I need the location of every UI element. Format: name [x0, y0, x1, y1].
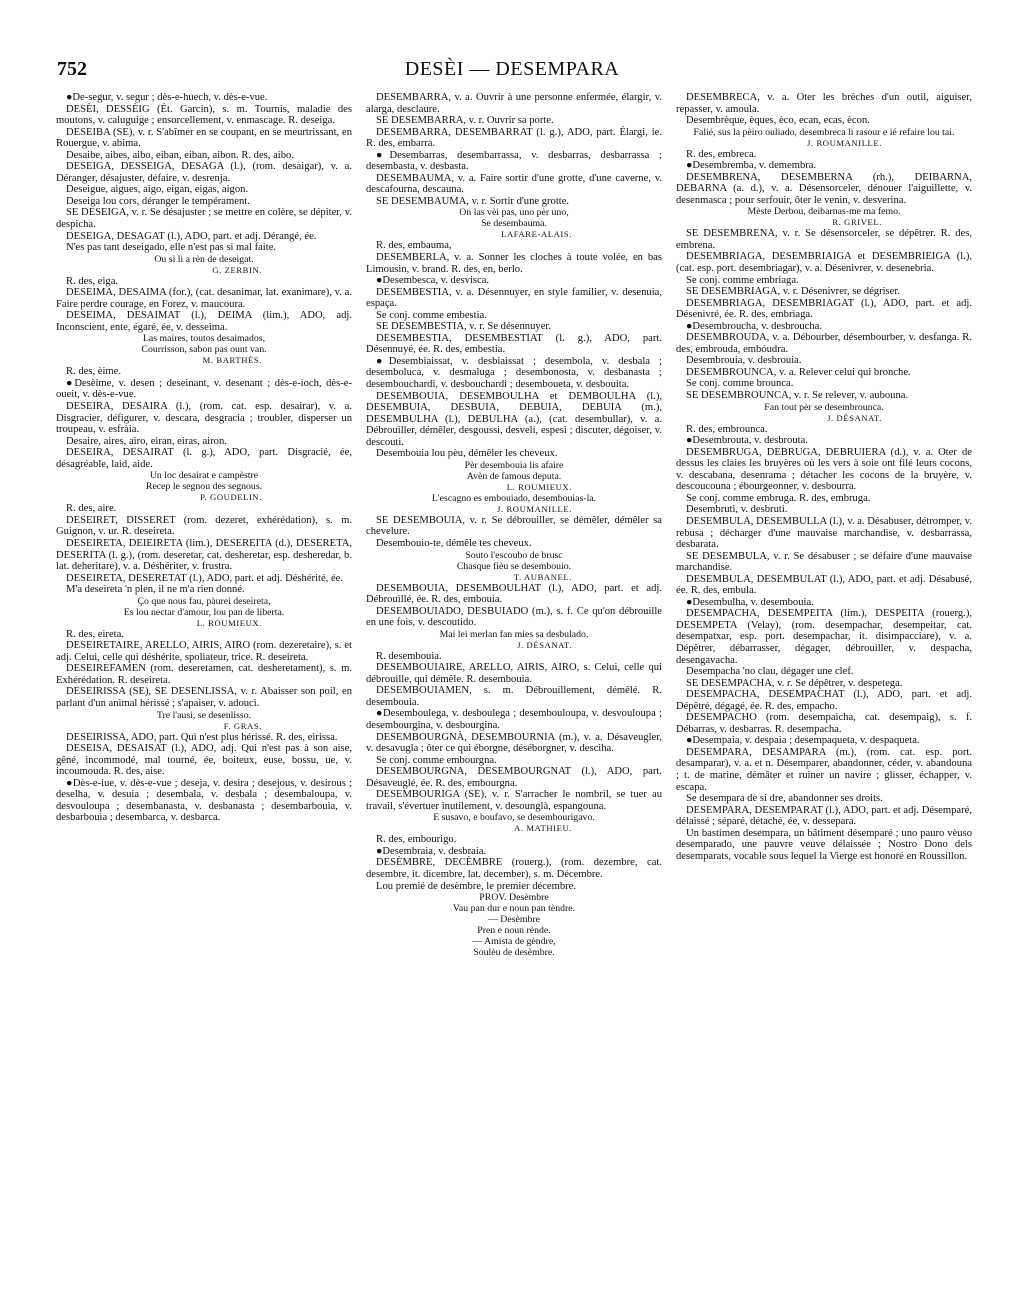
dictionary-entry: Se desempara de si dre, abandonner ses droits.	[686, 793, 883, 805]
dictionary-entry: ●Desembesca, v. desvisca.	[376, 275, 490, 287]
citation-author: J. DÉSANAT.	[827, 412, 882, 423]
dictionary-entry: DESEMBESTIA, DESEMBESTIAT (l. g.), ADO, part. Désennuyé, ée. R. des, embestia.	[366, 332, 662, 356]
dictionary-entry: DESEMBERLA, v. a. Sonner les cloches à toute volée, en bas Limousin, v. brand. R. des, en, berlo.	[366, 252, 662, 275]
dictionary-entry: ●Desembrouta, v. desbrouta.	[686, 435, 808, 447]
dictionary-entry: N'es pas tant deseigado, elle n'est pas si mal faite.	[66, 242, 277, 254]
dictionary-entry: SE DESEMBROUNCA, v. r. Se relever, v. aubouna.	[686, 390, 909, 402]
dictionary-entry: Deseigue, aigues, aigo, eigan, eigas, aigon.	[66, 184, 249, 196]
dictionary-entry: DESEMBRIAGA, DESEMBRIAIGA et DESEMBRIEIGA (l.), (cat. esp. port. desembriagar), v. a. Désenivrer, v. desenebria.	[676, 251, 972, 275]
dictionary-entry: DESEMPACHO (rom. desempaicha, cat. desempaig), s. f. Débarras, v. desbarras. R. desempacha.	[676, 712, 972, 735]
dictionary-entry: DESEIRET, DISSERET (rom. dezeret, exhérédation), s. m. Guignon, v. ur. R. deseireta.	[56, 514, 352, 538]
dictionary-entry: DESEIRETAIRE, ARELLO, AIRIS, AIRO (rom. dezeretaire), s. et adj. Celui, celle qui déshérite, spoliateur, trice. R. deseireta.	[56, 640, 352, 663]
dictionary-entry: DESEMBARRA, DESEMBARRAT (l. g.), ADO, part. Élargi, ie. R. des, embarra.	[366, 126, 662, 150]
dictionary-entry: ●Desempaia, v. despaia ; desempaqueta, v. despaqueta.	[686, 735, 920, 747]
dictionary-entry: DESEMBOUIADO, DESBUIADO (m.), s. f. Ce qu'on débrouille en une fois, v. descoutido.	[366, 605, 662, 629]
dictionary-entry: ●Desembulha, v. desembouia.	[686, 596, 814, 608]
dictionary-entry: Desembrèque, èques, èco, ecan, ecas, ècon.	[686, 115, 870, 127]
dictionary-entry: DESEIGA, DESSEIGA, DESAGA (l.), (rom. desaigar), v. a. Déranger, désajuster, défaire, v. desrenja.	[56, 161, 352, 184]
verse-line: PROV. Desèmbre	[479, 892, 549, 904]
dictionary-entry: SE DESEMPACHA, v. r. Se dépêtrer, v. despetega.	[686, 677, 903, 689]
dictionary-entry: DESEMBOUIA, DESEMBOULHA et DEMBOULHA (l.), DESEMBUIA, DESBUIA, DEBUIA, DEBUIA (m.), DESEMBULHA (l.), DEBULHA (a.), (cat. desembullar), v. a. Débrouiller, démêler, desgoussi, desveli, espesi ; discuter, dégoiser, v. descouti.	[366, 390, 662, 448]
citation-author: M. BARTHÉS.	[202, 355, 262, 366]
dictionary-entry: R. desembouia.	[376, 650, 442, 662]
dictionary-entry: M'a deseireta 'n plen, il ne m'a rien donné.	[66, 584, 245, 596]
dictionary-entry: Desembouia lou pèu, démêler les cheveux.	[376, 448, 558, 460]
verse-line: L'escagno es embouiado, desembouias-la.	[431, 492, 597, 504]
dictionary-entry: SE DESEMBULA, v. r. Se désabuser ; se défaire d'une mauvaise marchandise.	[676, 550, 972, 574]
verse-line: Es lou nectar d'amour, lou pan de liberta.	[123, 606, 285, 618]
dictionary-entry: ●Dès-e-iue, v. dès-e-vue ; deseja, v. desira ; desejous, v. desirous ; deselha, v. desuia ; desembala, v. desbala ; desembaloupa, v. desvouloupa ; desembanasta, v. desbanasta ; desembarbouia, v. desbarbouia ; desembarca, v. desbarca.	[56, 777, 352, 824]
dictionary-entry: ●De-segur, v. segur ; dès-e-huech, v. dès-e-vue.	[66, 92, 268, 103]
verse-line: Mai lei merlan fan mies sa desbulado.	[439, 628, 589, 640]
dictionary-entry: SE DESEMBRIAGA, v. r. Désenivrer, se dégriser.	[686, 286, 900, 298]
dictionary-entry: DESEIREFAMEN (rom. deseretamen, cat. desheretament), s. m. Exhérédation. R. deseireta.	[56, 663, 352, 686]
dictionary-entry: DESEMBESTIA, v. a. Désennuyer, en style familier, v. desenuia, espaça.	[366, 286, 662, 310]
dictionary-entry: DESEMBROUNCA, v. a. Relever celui qui bronche.	[686, 366, 911, 378]
verse-line: Un loc desairat e campèstre	[149, 470, 259, 482]
dictionary-entry: ●Desembremba, v. demembra.	[686, 160, 817, 172]
dictionary-entry: ●Desembroucha, v. desbroucha.	[686, 320, 823, 332]
dictionary-entry: SE DESEIGA, v. r. Se désajuster ; se mettre en colère, se dépiter, v. despicha.	[56, 207, 352, 231]
dictionary-entry: Se conj. comme embestia.	[376, 309, 487, 321]
verse-line: Tre l'ausi, se desenlisso.	[156, 709, 252, 721]
dictionary-entry: DESEMPARA, DESEMPARAT (l.), ADO, part. et adj. Désemparé, délaissé ; séparé, détaché, ée, v. dessepara.	[676, 804, 972, 828]
verse-line: Ço que nous fau, pàurei deseireta,	[137, 595, 271, 607]
dictionary-entry: Se conj. comme embruga. R. des, embruga.	[686, 492, 871, 504]
dictionary-entry: DESEIRISSA (SE), SE DESENLISSA, v. r. Abaisser son poil, en parlant d'un animal hérissé ; s'apaiser, v. adouci.	[56, 686, 352, 709]
citation-author: L. ROUMIEUX.	[506, 481, 572, 492]
dictionary-entry: Desempacha 'no clau, dégager une clef.	[686, 666, 854, 678]
dictionary-entry: Se conj. comme brounca.	[686, 378, 794, 390]
dictionary-entry: DESEMPACHA, DESEMPEITA (lim.), DESPEITA (rouerg.), DESEMPETA (Velay), (rom. desempachar, desempeitar, cat. desempatxar, esp. port. desempachar, it. disimpacciare), v. a. Dépêtrer, débarrasser, dégager, débrouiller, v. despacha, desengavacha.	[676, 608, 972, 666]
dictionary-entry: R. des, embourigo.	[376, 834, 457, 846]
column-1	[56, 92, 352, 1292]
dictionary-entry: R. des, eireta.	[66, 628, 124, 640]
dictionary-entry: DESEIGA, DESAGAT (l.), ADO, part. et adj. Dérangé, ée.	[66, 230, 317, 242]
dictionary-entry: ●Desembiaissat, v. desbiaissat ; desembola, v. desbala ; desemboluca, v. desmaluga ; desembonosta, v. desbanasta ; desembouchardi, v. desbouchardi ; desemboueta, v. desbouita.	[366, 355, 662, 391]
citation-author: LAFARE-ALAIS.	[501, 229, 572, 240]
verse-line: Avèn de famous deputa.	[466, 470, 562, 482]
dictionary-entry: DESEMBRUGA, DEBRUGA, DEBRUIERA (d.), v. a. Oter de dessus les claies les bruyères où les vers à soie ont filé leurs cocons, v. descabana, desenrama ; détacher les cocons de la bruyère, v. descoucouna ; ébourgeonner, v. desbourra.	[676, 446, 972, 493]
dictionary-entry: DESEMBULA, DESEMBULAT (l.), ADO, part. et adj. Désabusé, ée. R. des, embula.	[676, 573, 972, 597]
dictionary-entry: R. des, embrounca.	[686, 423, 768, 435]
verse-line: Vau pan dur e noun pan tèndre.	[452, 903, 576, 915]
dictionary-entry: SE DESEMBRENA, v. r. Se désensorceler, se dépêtrer. R. des, embrena.	[676, 228, 972, 251]
verse-line: Fan tout pèr se desembrounca.	[764, 401, 884, 413]
column-2	[366, 92, 662, 1292]
dictionary-entry: DESEMPACHA, DESEMPACHAT (l.), ADO, part. et adj. Dépêtré, dégagé, ée. R. des, empacho.	[676, 689, 972, 712]
column-3	[676, 92, 972, 1292]
verse-line: Recep le segnou des segnous.	[145, 481, 263, 493]
verse-line: Mèste Derbou, deibarnas-me ma femo.	[747, 206, 901, 218]
dictionary-entry: R. des, aire.	[66, 503, 117, 515]
dictionary-entry: DESEMBOUIAMEN, s. m. Débrouillement, démêlé. R. desembouia.	[366, 685, 662, 708]
dictionary-entry: DESEMBOUIA, DESEMBOULHAT (l.), ADO, part. et adj. Débrouillé, ée. R. des, embouia.	[366, 582, 662, 606]
citation-author: P. GOUDELIN.	[200, 492, 262, 503]
page-number: 752	[57, 58, 87, 80]
citation-author: F. GRAS.	[223, 720, 262, 731]
dictionary-entry: R. des, embauma,	[376, 240, 452, 252]
dictionary-entry: DESEMBAUMA, v. a. Faire sortir d'une grotte, d'une caverne, v. descafourna, descauna.	[366, 172, 662, 196]
dictionary-entry: DESEMBOURIGA (SE), v. r. S'arracher le nombril, se tuer au travail, s'évertuer inutilement, v. desounglà, espangouna.	[366, 789, 662, 812]
dictionary-entry: SE DESEMBAUMA, v. r. Sortir d'une grotte.	[376, 195, 570, 207]
dictionary-entry: DESEIBA (SE), v. r. S'abîmer en se coupant, en se meurtrissant, en Rouergue, v. abima.	[56, 126, 352, 150]
dictionary-entry: SE DESEMBARRA, v. r. Ouvrir sa porte.	[376, 115, 554, 127]
dictionary-entry: DESEIRA, DESAIRA (l.), (rom. cat. esp. desairar), v. a. Disgracier, défigurer, v. descara, desgracia ; troubler, disperser un troupeau, v. esfràia.	[56, 401, 352, 436]
dictionary-entry: DESÈMBRE, DECÈMBRE (rouerg.), (rom. dezembre, cat. desembre, it. dicembre, lat. december), s. m. Décembre.	[366, 857, 662, 880]
dictionary-entry: DESEMBARRA, v. a. Ouvrir à une personne enfermée, élargir, v. alarga, desclaure.	[366, 92, 662, 115]
citation-author: L. ROUMIEUX.	[196, 617, 262, 628]
dictionary-entry: R. des, eiga.	[66, 275, 119, 287]
running-headword: DESÈI — DESEMPARA	[404, 58, 620, 80]
verse-line: E susavo, e boufavo, se desembourigavo.	[433, 812, 595, 824]
citation-author: J. DÉSANAT.	[517, 639, 572, 650]
dictionary-entry: Deseiga lou cors, déranger le tempérament.	[66, 195, 250, 207]
verse-line: Falié, sus la pèiro ouliado, desembreca li rasour e ié refaire lou tai.	[693, 126, 955, 138]
verse-line: Se desembauma.	[481, 218, 547, 230]
dictionary-entry: Un bastimen desempara, un bâtiment désemparé ; uno pauro vèuso desemparado, une pauvre veuve délaissée ; Nostro Dono dels desemparats, vocable sous lequel la Vierge est honoré en Roussillon.	[676, 827, 972, 862]
verse-line: Souto l'escoubo de brusc	[465, 549, 563, 561]
dictionary-entry: DESEMBRENA, DESEMBERNA (rh.), DEIBARNA, DEBARNA (a. d.), v. a. Désensorceler, dénouer l'aiguillette, v. desenmasca ; pour serfouir, ôter le venin, v. desverina.	[676, 171, 972, 206]
dictionary-entry: SE DESEMBESTIA, v. r. Se désennuyer.	[376, 321, 551, 333]
dictionary-entry: Lou premié de desèmbre, le premier décembre.	[376, 880, 577, 892]
verse-line: Las maires, toutos desaimados,	[142, 333, 266, 345]
dictionary-entry: ●Desembarras, desembarrassa, v. desbarras, desbarrassa ; desembasta, v. desbasta.	[366, 149, 662, 173]
verse-line: On las vèi pas, uno pèr uno,	[459, 207, 569, 219]
dictionary-entry: ●Desèime, v. desen ; deseinant, v. desenant ; dès-e-ioch, dès-e-oueit, v. dès-e-vue.	[56, 377, 352, 401]
verse-line: Pèr desembouia lis afaire	[464, 459, 564, 471]
dictionary-entry: DESEMBRIAGA, DESEMBRIAGAT (l.), ADO, part. et adj. Désenivré, ée. R. des, embriaga.	[676, 297, 972, 321]
dictionary-entry: R. des, èime.	[66, 366, 122, 378]
dictionary-entry: Se conj. comme embourgna.	[376, 754, 497, 766]
dictionary-entry: DESEIMA, DESAIMA (for.), (cat. desanimar, lat. exanimare), v. a. Faire perdre courage, en Forez, v. maucoura.	[56, 287, 352, 310]
dictionary-entry: R. des, embreca.	[686, 148, 757, 160]
dictionary-entry: DESEMBOUIAIRE, ARELLO, AIRIS, AIRO, s. Celui, celle qui débrouille, qui démêle. R. desembouia.	[366, 662, 662, 685]
dictionary-entry: ●Desemboulega, v. desboulega ; desembouloupa, v. desvouloupa ; desembourgina, v. desbourgina.	[366, 708, 662, 731]
dictionary-entry: Desaibe, aibes, aibo, eiban, eiban, aibon. R. des, aibo.	[66, 149, 294, 161]
dictionary-entry: ●Desembraia, v. desbraia.	[376, 845, 487, 857]
dictionary-entry: Desembrouia, v. desbrouia.	[686, 355, 802, 367]
verse-line: Soulèu de desèmbre.	[473, 947, 555, 959]
dictionary-entry: DESEIRETA, DEIEIRETA (lim.), DESEREITA (d.), DESERETA, DESERITA (l. g.), (rom. deseretar, cat. desheretar, esp. desheredar, b. lat. deheritare), v. a. Déshériter, v. frustra.	[56, 537, 352, 573]
dictionary-entry: DESEMBROUDA, v. a. Débourber, désembourber, v. desfanga. R. des, embrouda, embóudra.	[676, 332, 972, 355]
dictionary-entry: SE DESEMBOUIA, v. r. Se débrouiller, se démêler, démêler sa chevelure.	[366, 514, 662, 538]
dictionary-entry: DESEIMA, DESAIMAT (l.), DEIMA (lim.), ADO, adj. Inconscient, ente, égaré, ée, v. desseima.	[56, 310, 352, 333]
dictionary-entry: DESEIRA, DESAIRAT (l. g.), ADO, part. Disgracié, ée, désagréable, laid, aide.	[56, 447, 352, 470]
citation-author: J. ROUMANILLE.	[807, 137, 882, 148]
dictionary-entry: Se conj. comme embriaga.	[686, 274, 799, 286]
dictionary-entry: Desembouio-te, démêle tes cheveux.	[376, 537, 532, 549]
dictionary-entry: DESEMBOURGNA, DESEMBOURGNAT (l.), ADO, part. Désaveuglé, ée. R. des, embourgna.	[366, 766, 662, 789]
verse-line: Chasque fièu se desembouio.	[456, 560, 572, 572]
verse-line: Courrisson, sabon pas ount van.	[141, 344, 267, 356]
verse-line: — Amista de gèndre,	[472, 936, 556, 948]
verse-line: — Desèmbre	[488, 914, 540, 926]
citation-author: R. GRIVEL.	[832, 217, 882, 228]
verse-line: Pren e noun rènde.	[477, 925, 551, 937]
citation-author: A. MATHIEU.	[514, 823, 572, 834]
dictionary-entry: DESEMBOURGNÀ, DESEMBOURNIA (m.), v. a. Désaveugler, v. desavugla ; ôter ce qui éborgne, déséborgner, v. desciha.	[366, 731, 662, 755]
citation-author: J. ROUMANILLE.	[497, 503, 572, 514]
dictionary-entry: DESÈI, DESSÈIG (Ét. Garcin), s. m. Tournis, maladie des moutons, v. caluguige ; ensorcellement, v. enmascage. R. deseiga.	[56, 103, 352, 127]
dictionary-entry: Desembruti, v. desbruti.	[686, 504, 788, 516]
dictionary-entry: Desaire, aires, airo, eiran, eiras, airon.	[66, 435, 227, 447]
citation-author: G. ZERBIN.	[212, 264, 262, 275]
dictionary-entry: DESEMPARA, DESAMPARA (m.), (rom. cat. esp. port. desamparar), v. a. et n. Désemparer, abandonner, céder, v. abandouna ; t. de marine, démâter et ruiner un navire ; glisser, échapper, v. escapa.	[676, 746, 972, 793]
dictionary-entry: DESEISA, DESAISAT (l.), ADO, adj. Qui n'est pas à son aise, gêné, incommodé, mal tourné, ée, boiteux, euse, bossu, ue, v. incoumouda. R. des, aise.	[56, 743, 352, 778]
citation-author: T. AUBANEL.	[513, 571, 572, 582]
dictionary-entry: DESEMBULA, DESEMBULLA (l.), v. a. Désabuser, détromper, v. rebusa ; décharger d'une mauvaise marchandise, v. desbarrassa, desbarata.	[676, 515, 972, 551]
dictionary-entry: DESEMBRECA, v. a. Oter les brèches d'un outil, aiguiser, repasser, v. amoula.	[676, 92, 972, 115]
dictionary-entry: DESEIRISSA, ADO, part. Qui n'est plus hérissé. R. des, eirissa.	[66, 731, 338, 743]
dictionary-entry: DESEIRETA, DESERETAT (l.), ADO, part. et adj. Déshérité, ée.	[66, 572, 344, 584]
verse-line: Ou si li a rèn de deseigat.	[154, 253, 254, 265]
